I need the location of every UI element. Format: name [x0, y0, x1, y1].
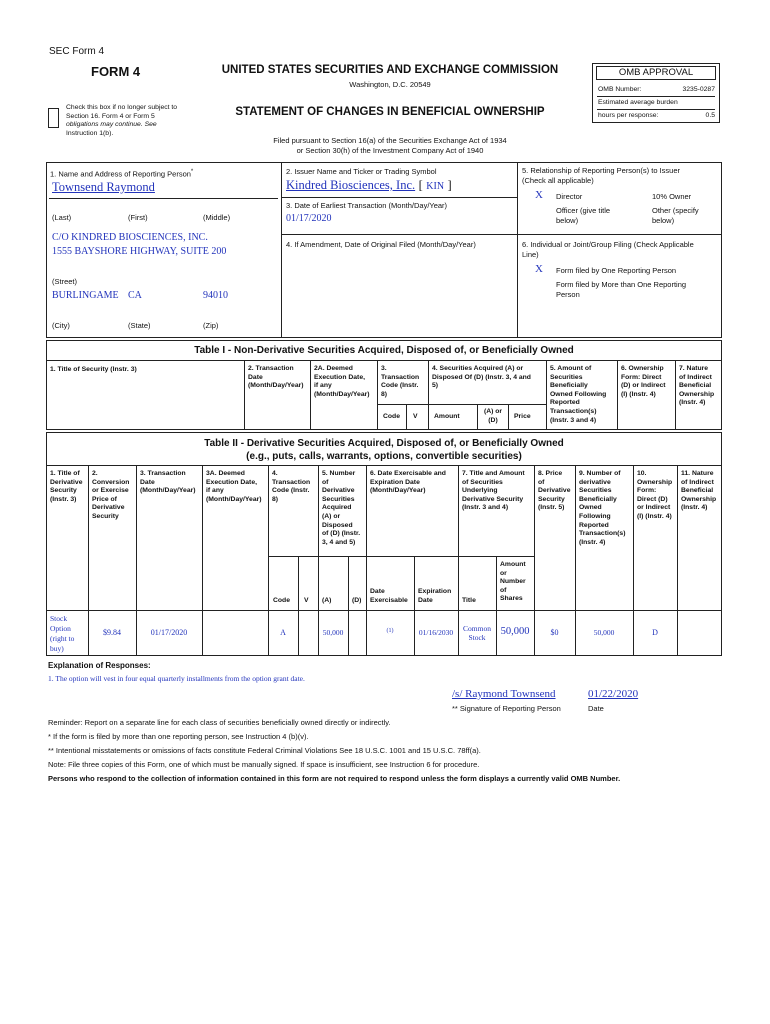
form-title: FORM 4 — [91, 64, 141, 79]
note-misstatements: ** Intentional misstatements or omissions of facts constitute Federal Criminal Violations See 18 U.S.C. 1001 and 15 U.S.C. 78ff(a). — [48, 746, 481, 755]
t1-sub-code: Code — [383, 413, 400, 420]
row-derivative-price: $0 — [550, 628, 559, 637]
t1-col-code: 3. Transaction Code (Instr. 8) — [381, 365, 420, 398]
issuer-name[interactable]: Kindred Biosciences, Inc. — [286, 178, 416, 192]
one-person-label: Form filed by One Reporting Person — [556, 266, 677, 275]
last-label: (Last) — [52, 213, 72, 222]
t2-col-price: 8. Price of Derivative Security (Instr. 5) — [538, 470, 571, 512]
zip-label: (Zip) — [203, 321, 219, 330]
t2-sub-date-ex: Date Exercisable — [370, 588, 408, 604]
t1-sub-aord: (A) or (D) — [483, 408, 503, 424]
reminder: Reminder: Report on a separate line for each class of securities beneficially owned directly or indirectly. — [48, 718, 391, 727]
first-label: (First) — [128, 213, 148, 222]
row-date-exercisable[interactable]: (1) — [386, 628, 394, 634]
note-multiple-persons: * If the form is filed by more than one reporting person, see Instruction 4 (b)(v). — [48, 732, 309, 741]
filing-type-label: 6. Individual or Joint/Group Filing (Check Applicable Line) — [522, 240, 694, 259]
t1-col-amount: 5. Amount of Securities Beneficially Owned Following Reported Transaction(s) (Instr. 3 and 4) — [550, 365, 607, 424]
row-security-title: Stock Option (right to buy) — [50, 614, 75, 653]
row-ownership-form: D — [652, 628, 658, 637]
reporting-person-label: 1. Name and Address of Reporting Person* — [50, 169, 194, 179]
no-longer-subject-checkbox[interactable] — [48, 108, 59, 128]
other-label: Other (specify below) — [652, 206, 699, 225]
t2-sub-title: Title — [462, 597, 476, 604]
t2-sub-code: Code — [273, 597, 290, 604]
commission-location: Washington, D.C. 20549 — [349, 80, 431, 89]
state-label: (State) — [128, 321, 151, 330]
t2-col-owned: 9. Number of derivative Securities Beneficially Owned Following Reported Transaction(s) (Instr. 4) — [579, 470, 626, 546]
t2-sub-v: V — [304, 597, 309, 604]
date-label: Date — [588, 704, 604, 713]
relationship-label: 5. Relationship of Reporting Person(s) to Issuer (Check all applicable) — [522, 166, 680, 185]
burden-label: Estimated average burden — [598, 99, 678, 106]
reporting-person-name[interactable]: Townsend Raymond — [52, 180, 155, 194]
t2-col-nature: 11. Nature of Indirect Beneficial Ownership (Instr. 4) — [681, 470, 717, 512]
omb-number-value: 3235-0287 — [682, 86, 715, 93]
t2-col-form: 10. Ownership Form: Direct (D) or Indirect (I) (Instr. 4) — [637, 470, 673, 520]
t2-col-exercisable: 6. Date Exercisable and Expiration Date (Month/Day/Year) — [370, 470, 446, 495]
row-exercise-price: $9.84 — [103, 628, 121, 637]
issuer-label: 2. Issuer Name and Ticker or Trading Symbol — [286, 167, 437, 176]
middle-label: (Middle) — [203, 213, 231, 222]
t2-col-deemed: 3A. Deemed Execution Date, if any (Month/Day/Year) — [206, 470, 262, 503]
t1-sub-v: V — [413, 413, 418, 420]
earliest-transaction-label: 3. Date of Earliest Transaction (Month/Day/Year) — [286, 201, 448, 210]
commission-title: UNITED STATES SECURITIES AND EXCHANGE COMMISSION — [221, 64, 559, 76]
t1-col-deemed: 2A. Deemed Execution Date, if any (Month/Day/Year) — [314, 365, 370, 398]
filed-pursuant: Filed pursuant to Section 16(a) of the Securities Exchange Act of 1934 or Section 30(h) of the Investment Company Act of 1940 — [273, 136, 507, 155]
signature: /s/ Raymond Townsend — [452, 688, 556, 700]
earliest-transaction-date: 01/17/2020 — [286, 213, 332, 224]
statement-title: STATEMENT OF CHANGES IN BENEFICIAL OWNERSHIP — [235, 106, 545, 118]
row-underlying-amount: 50,000 — [500, 626, 530, 637]
t1-col-title: 1. Title of Security (Instr. 3) — [50, 366, 137, 373]
sec-form-label: SEC Form 4 — [49, 46, 105, 57]
explanation-1: 1. The option will vest in four equal quarterly installments from the option grant date. — [48, 674, 305, 683]
t1-col-nature: 7. Nature of Indirect Beneficial Ownership (Instr. 4) — [679, 365, 715, 407]
signature-label: ** Signature of Reporting Person — [452, 704, 561, 713]
omb-approval-title: OMB APPROVAL — [596, 66, 716, 80]
omb-number-label: OMB Number: — [598, 86, 642, 93]
director-label: Director — [556, 192, 583, 201]
row-code: A — [280, 628, 286, 637]
ticker-symbol[interactable]: KIN — [426, 181, 445, 192]
t1-col-date: 2. Transaction Date (Month/Day/Year) — [248, 365, 304, 390]
zip-value: 94010 — [203, 290, 228, 301]
t1-col-ownership: 6. Ownership Form: Direct (D) or Indirect (I) (Instr. 4) — [621, 365, 666, 398]
issuer-line: Kindred Biosciences, Inc. [ KIN ] — [286, 178, 452, 192]
t2-col-conversion: 2. Conversion or Exercise Price of Derivative Security — [92, 470, 130, 520]
officer-label: Officer (give title below) — [556, 206, 611, 225]
ten-pct-owner-label: 10% Owner — [652, 192, 692, 201]
city-label: (City) — [52, 321, 70, 330]
checkbox-instruction: Check this box if no longer subject to Section 16. Form 4 or Form 5 obligations may continue. See Instruction 1(b). — [66, 104, 178, 137]
city-value: BURLINGAME — [52, 290, 119, 301]
state-value: CA — [128, 290, 142, 301]
note-copies: Note: File three copies of this Form, one of which must be manually signed. If space is insufficient, see Instruction 6 for procedure. — [48, 760, 480, 769]
row-owned-following: 50,000 — [593, 628, 615, 637]
one-person-check-mark[interactable]: X — [535, 263, 543, 275]
t2-col-title: 1. Title of Derivative Security (Instr. 3) — [50, 470, 83, 503]
signature-date: 01/22/2020 — [588, 688, 639, 700]
t2-col-code: 4. Transaction Code (Instr. 8) — [272, 470, 311, 503]
row-underlying-title: Common Stock — [463, 624, 491, 642]
t1-sub-price: Price — [514, 413, 531, 420]
hours-value: 0.5 — [705, 112, 715, 119]
t2-col-date: 3. Transaction Date (Month/Day/Year) — [140, 470, 196, 495]
omb-approval-box — [592, 63, 720, 123]
reporting-address: C/O KINDRED BIOSCIENCES, INC. 1555 BAYSHORE HIGHWAY, SUITE 200 — [52, 232, 227, 257]
t2-sub-a: (A) — [322, 597, 332, 604]
more-person-label: Form filed by More than One Reporting Person — [556, 280, 687, 299]
table-2-title: Table II - Derivative Securities Acquired, Disposed of, or Beneficially Owned (e.g., puts, calls, warrants, options, convertible securities) — [204, 438, 564, 462]
t2-col-number: 5. Number of Derivative Securities Acquired (A) or Disposed of (D) (Instr. 3, 4 and 5) — [322, 470, 361, 546]
t2-col-underlying: 7. Title and Amount of Securities Underlying Derivative Security (Instr. 3 and 4) — [462, 470, 525, 512]
director-check-mark[interactable]: X — [535, 189, 543, 201]
row-transaction-date: 01/17/2020 — [150, 628, 188, 637]
t2-sub-d: (D) — [352, 597, 362, 604]
note-omb: Persons who respond to the collection of information contained in this form are not required to respond unless the form displays a currently valid OMB Number. — [48, 774, 621, 783]
row-amount-acquired: 50,000 — [322, 628, 344, 637]
hours-label: hours per response: — [598, 112, 659, 119]
row-expiration: 01/16/2030 — [418, 628, 454, 637]
t2-sub-expiration: Expiration Date — [418, 588, 452, 604]
table-1-title: Table I - Non-Derivative Securities Acquired, Disposed of, or Beneficially Owned — [194, 345, 574, 356]
t1-sub-amount: Amount — [434, 413, 460, 420]
t1-col-securities: 4. Securities Acquired (A) or Disposed Of (D) (Instr. 3, 4 and 5) — [432, 365, 531, 390]
amendment-label: 4. If Amendment, Date of Original Filed (Month/Day/Year) — [286, 240, 476, 249]
explanation-label: Explanation of Responses: — [48, 661, 151, 670]
t2-sub-amount: Amount or Number of Shares — [500, 561, 526, 603]
street-label: (Street) — [52, 277, 78, 286]
